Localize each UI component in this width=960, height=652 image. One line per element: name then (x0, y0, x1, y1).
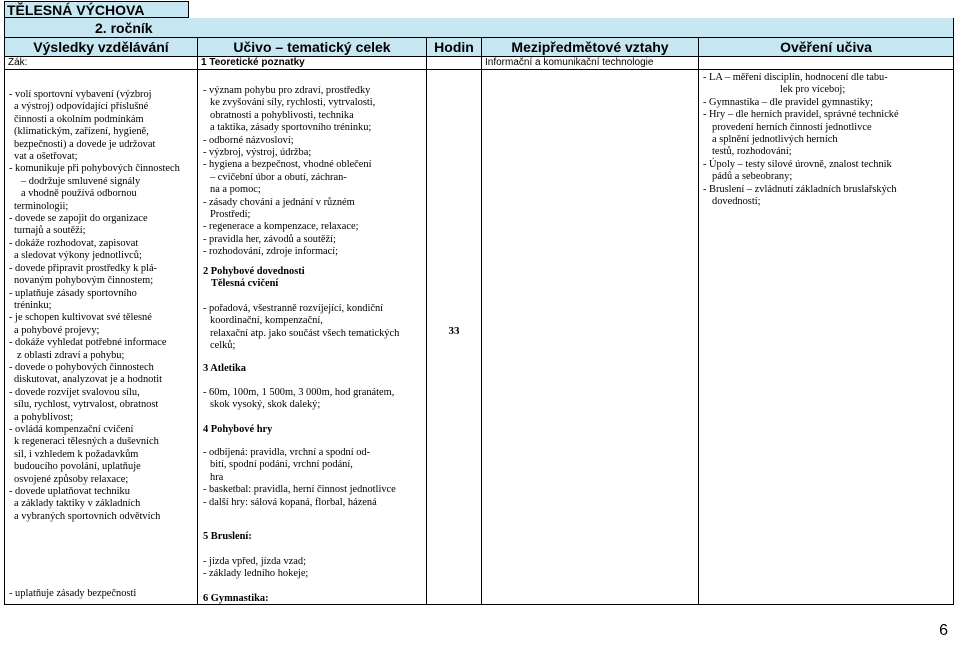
results-line: - komunikuje při pohybových činnostech (9, 163, 180, 175)
theory-line: – cvičební úbor a obutí, záchran- (210, 171, 347, 183)
section-4-line: - další hry: sálová kopaná, florbal, házená (203, 496, 377, 508)
results-line: (klimatickým, zařízení, hygieně, (14, 126, 149, 138)
hours-column (427, 70, 482, 605)
results-line: - ovládá kompenzační cvičení (9, 423, 134, 435)
assessment-line: pádů a sebeobrany; (712, 171, 793, 183)
theory-line: - význam pohybu pro zdraví, prostředky (203, 85, 371, 96)
theory-line: Prostředí; (210, 209, 251, 221)
results-line: turnajů a soutěží; (14, 225, 86, 237)
results-line: - dovede o pohybových činnostech (9, 361, 154, 373)
assessment-line: lek pro víceboj; (780, 84, 846, 96)
results-line: - dovede se zapojit do organizace (9, 213, 148, 225)
results-line: vat a ošetřovat; (14, 151, 78, 163)
section-4-line: hra (210, 471, 224, 483)
results-line: tréninku; (14, 299, 52, 311)
section-3-list (203, 387, 394, 412)
results-line: k regeneraci tělesných a duševních (14, 436, 159, 448)
theory-line: - odborné názvosloví; (203, 134, 294, 146)
column-header-results: Výsledky vzdělávání (4, 38, 198, 57)
results-line: - dovede uplatňovat techniku (9, 486, 130, 497)
results-line: a základy taktiky v základních (14, 498, 141, 510)
results-line: a výstroj) odpovídající příslušné (14, 101, 149, 113)
section-5-line: - základy ledního hokeje; (203, 568, 309, 580)
results-last-line: - uplatňuje zásady bezpečnosti (9, 588, 137, 599)
assessment-line: - Úpoly – testy silové úrovně, znalost technik (703, 158, 892, 170)
hours-subcell (427, 57, 482, 70)
theory-line: obratnosti a pohyblivosti, technika (210, 109, 354, 121)
section-3-line: skok vysoký, skok daleký; (210, 399, 321, 411)
assessment-line: - Gymnastika – dle pravidel gymnastiky; (703, 96, 873, 108)
theory-line: ke zvyšování síly, rychlosti, vytrvalosti, (210, 97, 376, 109)
results-line: činnosti a okolním podmínkám (14, 113, 144, 125)
section-4-line: - odbíjená: pravidla, vrchní a spodní od- (203, 447, 371, 458)
theory-line: - regenerace a kompenzace, relaxace; (203, 221, 359, 233)
grade-row (4, 18, 954, 38)
results-line: bezpečnosti) a dovede je udržovat (14, 138, 156, 150)
section-2-line: celků; (210, 340, 236, 352)
results-line: budoucího povolání, uplatňuje (14, 461, 141, 473)
section-2-list (203, 303, 399, 353)
document-title: TĚLESNÁ VÝCHOVA (4, 1, 189, 18)
theory-line: - pravidla her, závodů a soutěží; (203, 233, 336, 245)
results-line: - volí sportovní vybavení (výzbroj (9, 89, 152, 100)
hours-value: 33 (448, 325, 460, 337)
section-5-title: 5 Bruslení: (203, 531, 252, 542)
assessment-line: dovedností; (712, 196, 761, 208)
assessment-list (703, 72, 899, 208)
assessment-line: a splnění jednotlivých herních (712, 134, 838, 146)
results-line: - dokáže rozhodovat, zapisovat (9, 237, 139, 249)
student-label: Žák: (4, 57, 198, 70)
results-line: osvojené způsoby relaxace; (14, 473, 129, 485)
section-4-line: bití, spodní podání, vrchní podání, (210, 459, 353, 471)
section-4-line: - basketbal: pravidla, herní činnost jednotlivce (203, 484, 396, 496)
theory-line: - zásady chování a jednání v různém (203, 196, 355, 208)
theory-line: na a pomoc; (210, 184, 261, 196)
section-2-line: koordinační, kompenzační, (210, 315, 323, 327)
section-5-list (203, 556, 308, 581)
results-line: a vhodně používá odbornou (21, 188, 137, 200)
assessment-subcell (699, 57, 954, 70)
theory-line: - rozhodování, zdroje informací; (203, 246, 339, 258)
results-line: terminologii; (14, 200, 69, 212)
assessment-line: - Bruslení – zvládnutí základních bruslařských (703, 183, 897, 195)
theory-line: a taktika, zásady sportovního tréninku; (210, 122, 372, 134)
section-2-line: relaxační atp. jako součást všech tematických (210, 327, 400, 339)
results-line: a pohybové projevy; (14, 324, 100, 336)
results-line: a vybraných sportovních odvětvích (14, 510, 161, 522)
theory-line: - hygiena a bezpečnost, vhodné oblečení (203, 159, 372, 171)
section-2-title: 2 Pohybové dovednosti (203, 266, 305, 277)
results-line: - dokáže vyhledat potřebné informace (9, 337, 167, 349)
results-column (4, 70, 198, 605)
results-line: novaným pohybovým činnostem; (14, 275, 154, 287)
results-line: - dovede rozvíjet svalovou sílu, (9, 386, 140, 398)
column-header-cross: Mezipředmětové vztahy (482, 38, 699, 57)
curriculum-column (198, 70, 427, 605)
section-2-line: - pořadová, všestranně rozvíjející, kondiční (203, 303, 384, 314)
section-5-line: - jízda vpřed, jízda vzad; (203, 556, 306, 567)
cross-subject-value: Informační a komunikační technologie (482, 57, 699, 70)
results-line: sil, i vzhledem k požadavkům (14, 448, 139, 460)
results-line: z oblasti zdraví a pohybu; (17, 349, 125, 361)
assessment-line: - Hry – dle herních pravidel, správné technické (703, 109, 899, 121)
theory-list (203, 85, 375, 259)
results-list (9, 89, 180, 523)
theory-line: - výzbroj, výstroj, údržba; (203, 147, 312, 159)
assessment-column (699, 70, 954, 605)
section-1-title: 1 Teoretické poznatky (198, 57, 427, 70)
results-line: diskutovat, analyzovat je a hodnotit (14, 374, 163, 386)
results-line: sílu, rychlost, vytrvalost, obratnost (14, 399, 159, 411)
assessment-line: provedení herních činností jednotlivce (712, 121, 872, 133)
results-line: - je schopen kultivovat své tělesné (9, 312, 152, 324)
column-header-hours: Hodin (427, 38, 482, 57)
results-line: - dovede připravit prostředky k plá- (9, 262, 158, 274)
results-line: - uplatňuje zásady sportovního (9, 287, 137, 299)
section-6-title: 6 Gymnastika: (203, 593, 269, 604)
results-line: a sledovat výkony jednotlivců; (14, 250, 142, 262)
section-4-title: 4 Pohybové hry (203, 424, 273, 435)
results-line: – dodržuje smluvené signály (21, 175, 141, 187)
assessment-line: - LA – měření disciplín, hodnocení dle tabu- (703, 72, 888, 83)
section-3-title: 3 Atletika (203, 363, 247, 374)
assessment-line: testů, rozhodování; (712, 146, 792, 158)
section-2-subtitle: Tělesná cvičení (211, 278, 279, 289)
section-3-line: - 60m, 100m, 1 500m, 3 000m, hod granátem, (203, 387, 395, 398)
section-4-list (203, 447, 396, 509)
grade-label: 2. ročník (95, 20, 153, 36)
column-header-curriculum: Učivo – tematický celek (198, 38, 427, 57)
results-line: a pohyblivost; (14, 411, 74, 423)
cross-subject-column (482, 70, 699, 605)
page-number: 6 (939, 622, 948, 639)
column-header-assessment: Ověření učiva (699, 38, 954, 57)
